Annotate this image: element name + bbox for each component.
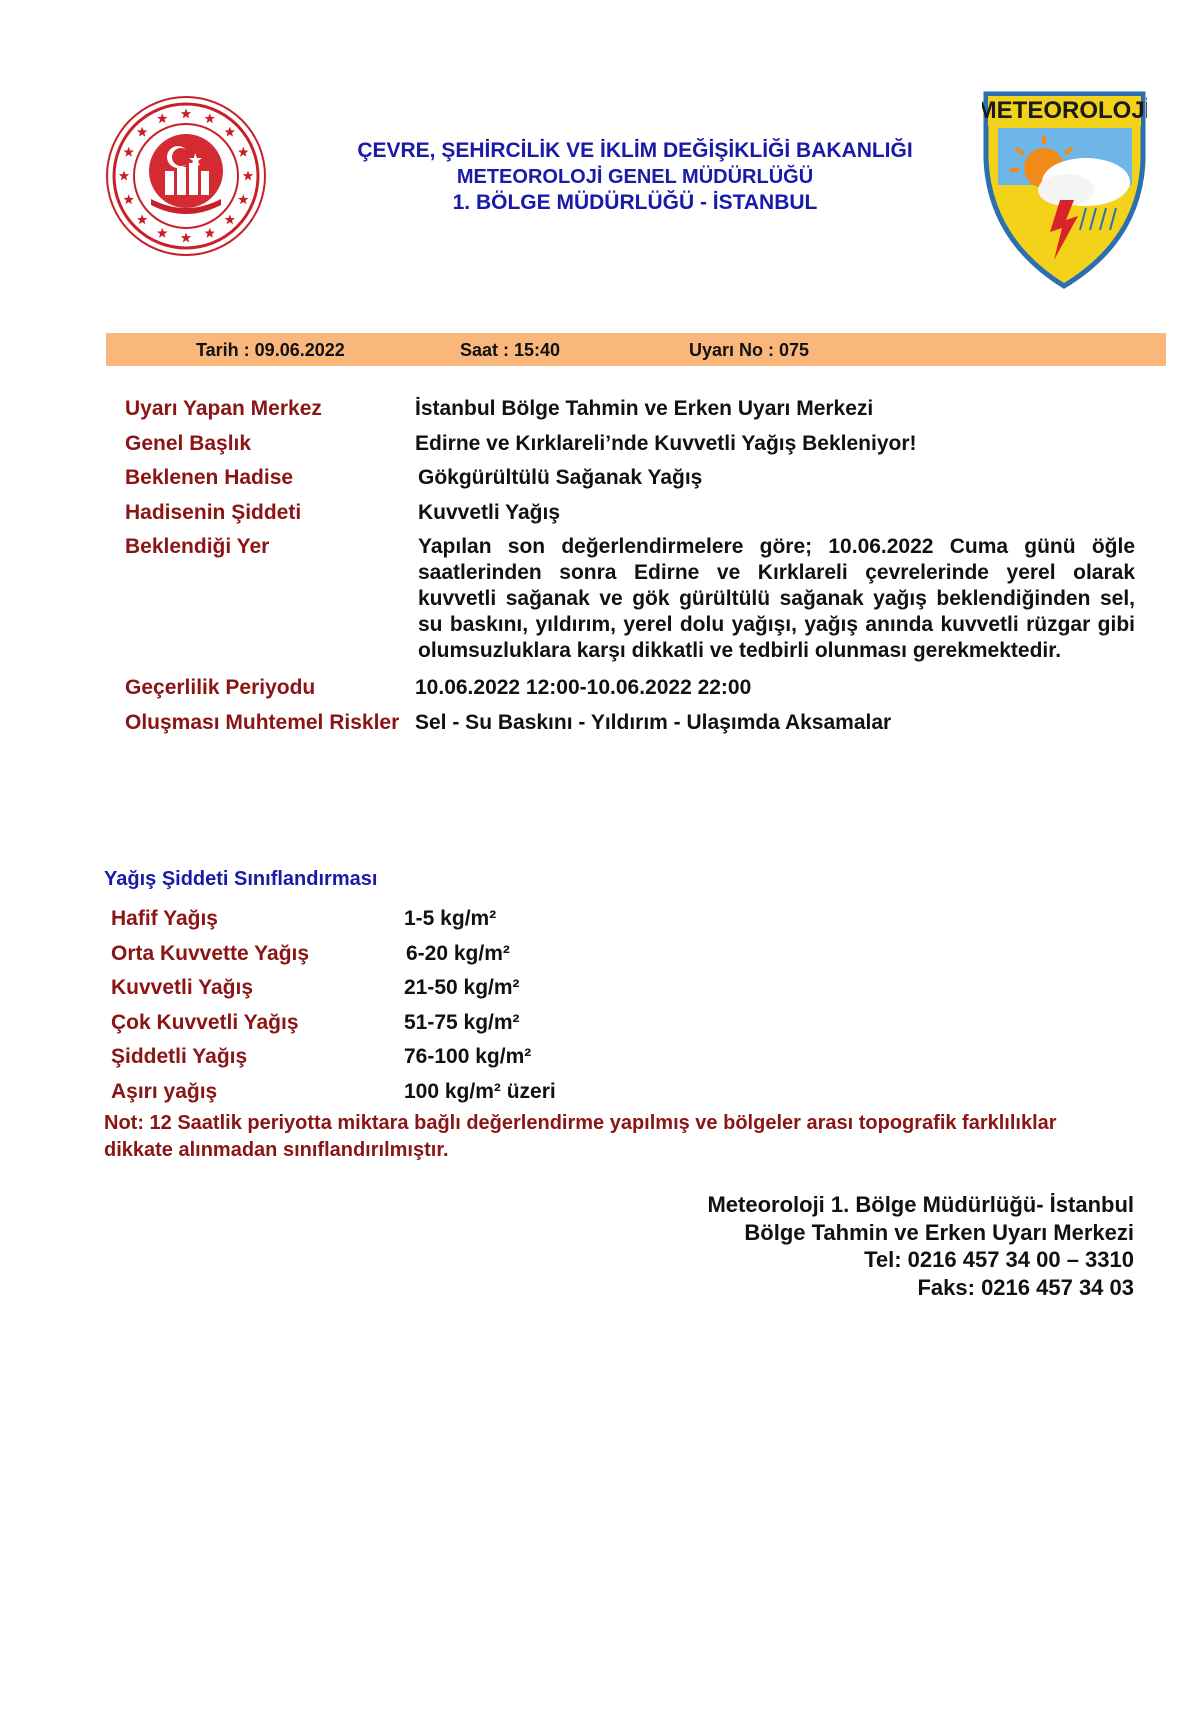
classification-row [111, 1006, 711, 1041]
detail-label: Hadisenin Şiddeti [125, 500, 302, 524]
detail-value: Edirne ve Kırklareli’nde Kuvvetli Yağış Bekleniyor! [415, 431, 917, 455]
classification-value: 1-5 kg/m² [404, 907, 497, 930]
classification-row [111, 971, 711, 1006]
detail-label: Beklendiği Yer [125, 535, 270, 558]
meteoroloji-shield-icon [982, 90, 1147, 290]
classification-value: 21-50 kg/m² [404, 976, 520, 999]
classification-label: Orta Kuvvette Yağış [111, 941, 310, 965]
header-titles [290, 138, 980, 216]
detail-label: Uyarı Yapan Merkez [125, 397, 322, 420]
classification-title: Yağış Şiddeti Sınıflandırması [104, 868, 378, 890]
detail-row-location [125, 534, 1135, 664]
warning-info-bar [106, 333, 1166, 366]
classification-label: Hafif Yağış [111, 907, 218, 930]
classification-value: 100 kg/m² üzeri [404, 1079, 556, 1103]
detail-row-event [125, 465, 1135, 491]
warning-date: Tarih : 09.06.2022 [196, 340, 345, 360]
detail-row-severity [125, 500, 1135, 526]
regional-directorate-name: 1. BÖLGE MÜDÜRLÜĞÜ - İSTANBUL [452, 191, 818, 214]
contact-footer [707, 1191, 1134, 1301]
detail-label: Oluşması Muhtemel Riskler [125, 710, 400, 734]
warning-time: Saat : 15:40 [460, 340, 561, 360]
directorate-name: METEOROLOJİ GENEL MÜDÜRLÜĞÜ [456, 166, 814, 188]
detail-label: Genel Başlık [125, 431, 252, 455]
footer-center: Bölge Tahmin ve Erken Uyarı Merkezi [744, 1219, 1134, 1245]
warning-number: Uyarı No : 075 [689, 340, 810, 360]
classification-row [111, 1075, 711, 1110]
ministry-name: ÇEVRE, ŞEHİRCİLİK VE İKLİM DEĞİŞİKLİĞİ BAKANLIĞI [357, 139, 913, 162]
detail-value: Kuvvetli Yağış [418, 500, 561, 524]
classification-table [111, 902, 711, 1109]
classification-note: Not: 12 Saatlik periyotta miktara bağlı değerlendirme yapılmış ve bölgeler arası topografik farklılıklar dikkate alınmadan sınıflandırılmıştır. [104, 1112, 1057, 1161]
detail-row-title [125, 431, 1135, 457]
detail-label: Beklenen Hadise [125, 466, 294, 489]
ministry-seal-icon [105, 95, 267, 257]
classification-value: 6-20 kg/m² [406, 941, 510, 965]
detail-row-center [125, 396, 1135, 422]
detail-value: Gökgürültülü Sağanak Yağış [418, 466, 703, 489]
detail-label: Geçerlilik Periyodu [125, 676, 316, 699]
classification-value: 76-100 kg/m² [404, 1045, 532, 1068]
classification-label: Şiddetli Yağış [111, 1045, 248, 1068]
classification-row [111, 1040, 711, 1075]
footer-directorate: Meteoroloji 1. Bölge Müdürlüğü- İstanbul [707, 1192, 1134, 1217]
detail-value: 10.06.2022 12:00-10.06.2022 22:00 [415, 676, 752, 699]
detail-value: Sel - Su Baskını - Yıldırım - Ulaşımda Aksamalar [415, 710, 892, 734]
classification-row [111, 937, 711, 972]
classification-label: Aşırı yağış [111, 1079, 218, 1103]
footer-fax: Faks: 0216 457 34 03 [917, 1274, 1134, 1300]
classification-value: 51-75 kg/m² [404, 1010, 520, 1034]
detail-row-validity [125, 675, 1135, 701]
detail-value: İstanbul Bölge Tahmin ve Erken Uyarı Merkezi [415, 397, 874, 420]
meteoroloji-logo-text: METEOROLOJİ [982, 97, 1147, 124]
warning-details [125, 396, 1135, 736]
classification-label: Çok Kuvvetli Yağış [111, 1010, 299, 1034]
footer-phone: Tel: 0216 457 34 00 – 3310 [864, 1247, 1134, 1272]
detail-row-risks [125, 710, 1135, 736]
classification-label: Kuvvetli Yağış [111, 976, 254, 999]
detail-value: Yapılan son değerlendirmelere göre; 10.06.2022 Cuma günü öğle saatlerinden sonra Edirne ve Kırklareli çevrelerinde yerel olarak kuvvetli sağanak ve gök gürültülü sağanak yağış beklendiğinden sel, su baskını, yıldırım, yerel dolu yağışı, yağış anında kuvvetli rüzgar gibi olumsuzluklara karşı dikkatli ve tedbirli olunması gerekmektedir. [418, 535, 1135, 662]
classification-row [111, 902, 711, 937]
